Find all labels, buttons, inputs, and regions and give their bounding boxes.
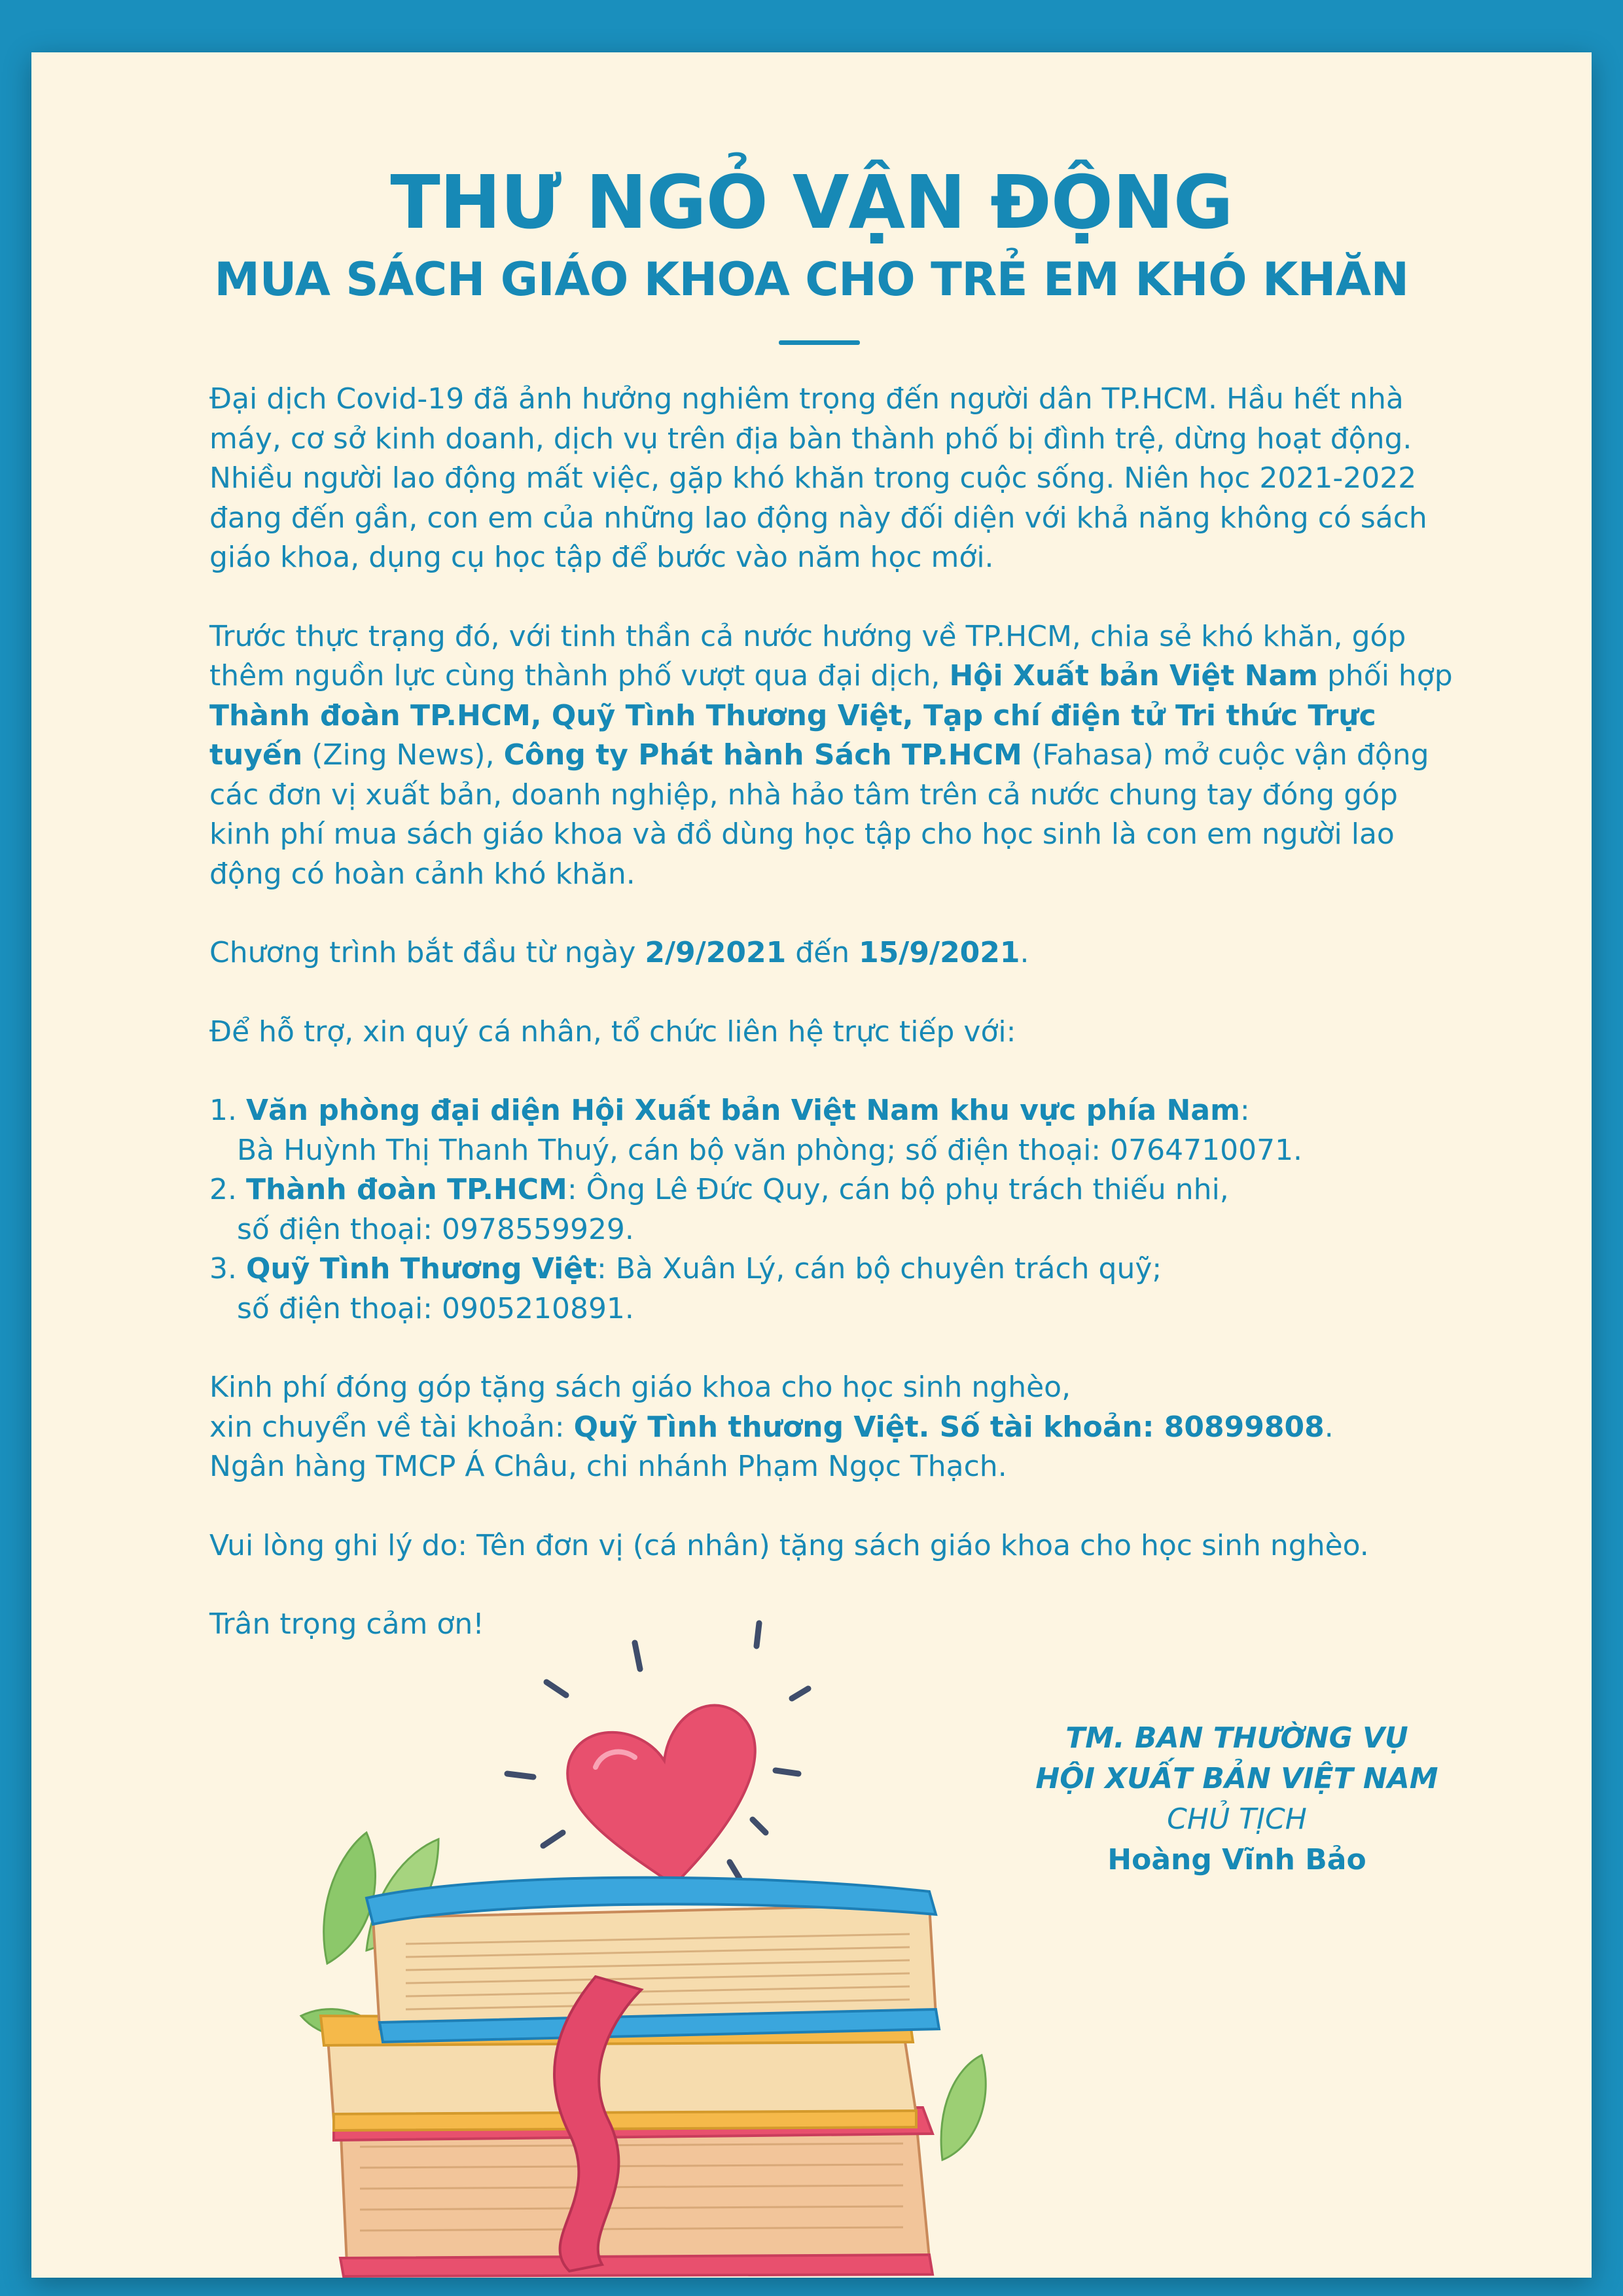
sparkle-ray <box>753 1820 766 1833</box>
contact-detail: : Ông Lê Đức Quy, cán bộ phụ trách thiếu nhi, <box>567 1173 1229 1206</box>
book-pages <box>340 2121 929 2265</box>
signature-line2: HỘI XUẤT BẢN VIỆT NAM <box>1035 1762 1438 1795</box>
program-start-date: 2/9/2021 <box>645 936 787 969</box>
letter-body <box>209 380 1453 1684</box>
contact-item <box>209 1249 1453 1289</box>
contact-org: Quỹ Tình Thương Việt <box>245 1252 597 1285</box>
contact-detail: : <box>1240 1094 1250 1127</box>
closing-thanks: Trân trọng cảm ơn! <box>209 1607 484 1641</box>
program-prefix: Chương trình bắt đầu từ ngày <box>209 936 645 969</box>
sparkle-ray <box>776 1770 798 1774</box>
campaign-text: Trước thực trạng đó, với tinh thần cả nước hướng về TP.HCM, chia sẻ khó khăn, góp thêm nguồn lực cùng thành phố vượt qua đại dịch, <box>209 619 1406 692</box>
org-partners: Thành đoàn TP.HCM, Quỹ Tình Thương Việt, Tạp chí điện tử Tri thức Trực tuyến <box>209 698 1376 772</box>
contact-number: 2. <box>209 1173 246 1206</box>
sparkle-ray <box>757 1623 759 1646</box>
contact-item <box>209 1170 1453 1210</box>
program-end-date: 15/9/2021 <box>859 936 1020 969</box>
bank-name: Ngân hàng TMCP Á Châu, chi nhánh Phạm Ngọc Thạch. <box>209 1450 1007 1483</box>
contact-phone-line: số điện thoại: 0905210891. <box>237 1291 634 1325</box>
heart-icon <box>567 1706 755 1885</box>
contact-phone-line: số điện thoại: 0978559929. <box>237 1212 634 1246</box>
contact-item <box>209 1091 1453 1131</box>
sparkle-ray <box>792 1689 808 1698</box>
letter-subtitle: MUA SÁCH GIÁO KHOA CHO TRẺ EM KHÓ KHĂN <box>214 253 1409 306</box>
bank-account: Quỹ Tình thương Việt. Số tài khoản: 80899808 <box>573 1410 1325 1444</box>
contact-list <box>209 1091 1453 1329</box>
campaign-text: phối hợp <box>1317 659 1453 692</box>
donation-line: xin chuyển về tài khoản: <box>209 1410 574 1444</box>
paragraph-situation: Đại dịch Covid-19 đã ảnh hưởng nghiêm trọng đến người dân TP.HCM. Hầu hết nhà máy, cơ sở kinh doanh, dịch vụ trên địa bàn thành phố bị đình trệ, dừng hoạt động. Nhiều người lao động mất việc, gặp khó khăn trong cuộc sống. Niên học 2021-2022 đang đến gần, con em của những lao động này đối diện với khả năng không có sách giáo khoa, dụng cụ học tập để bước vào năm học mới. <box>209 382 1427 574</box>
sparkle-ray <box>543 1833 563 1846</box>
contact-phone-line: Bà Huỳnh Thị Thanh Thuý, cán bộ văn phòng; số điện thoại: 0764710071. <box>237 1133 1303 1167</box>
paragraph-campaign <box>209 617 1453 895</box>
books-heart-illustration <box>288 1610 1060 2278</box>
contact-org: Văn phòng đại diện Hội Xuất bản Việt Nam khu vực phía Nam <box>245 1094 1240 1127</box>
leaf-icon <box>941 2055 986 2160</box>
program-suffix: . <box>1020 936 1029 969</box>
book-cover-red <box>340 2255 933 2276</box>
org-fahasa: Công ty Phát hành Sách TP.HCM <box>503 738 1022 772</box>
contact-org: Thành đoàn TP.HCM <box>245 1173 567 1206</box>
org-publishers-association: Hội Xuất bản Việt Nam <box>949 659 1318 692</box>
paragraph-donation <box>209 1368 1453 1487</box>
signature-name: Hoàng Vĩnh Bảo <box>1107 1843 1366 1876</box>
sparkle-ray <box>635 1643 640 1669</box>
book-cover-yellow <box>334 2111 916 2130</box>
sparkle-ray <box>730 1862 740 1878</box>
campaign-text: (Fahasa) mở cuộc vận động các đơn vị xuất bản, doanh nghiệp, nhà hảo tâm trên cả nước chung tay đóng góp kinh phí mua sách giáo khoa và đồ dùng học tập cho học sinh là con em người lao động có hoàn cảnh khó khăn. <box>209 738 1429 891</box>
title-divider <box>779 340 860 345</box>
program-mid: đến <box>786 936 859 969</box>
signature-line1: TM. BAN THƯỜNG VỤ <box>1065 1721 1408 1755</box>
signature-block <box>988 1718 1486 1880</box>
donation-line: Kinh phí đóng góp tặng sách giáo khoa cho học sinh nghèo, <box>209 1371 1071 1404</box>
campaign-text: (Zing News), <box>302 738 504 772</box>
paragraph-contact-intro: Để hỗ trợ, xin quý cá nhân, tổ chức liên hệ trực tiếp với: <box>209 1014 1016 1049</box>
paragraph-reason: Vui lòng ghi lý do: Tên đơn vị (cá nhân) tặng sách giáo khoa cho học sinh nghèo. <box>209 1528 1369 1562</box>
contact-number: 1. <box>209 1094 246 1127</box>
letter-title: THƯ NGỎ VẬN ĐỘNG <box>390 160 1233 245</box>
donation-line: . <box>1324 1410 1334 1444</box>
paragraph-program-dates <box>209 933 1453 973</box>
signature-role: CHỦ TỊCH <box>1167 1803 1307 1836</box>
contact-detail: : Bà Xuân Lý, cán bộ chuyên trách quỹ; <box>597 1252 1162 1285</box>
sparkle-ray <box>507 1774 533 1777</box>
contact-number: 3. <box>209 1252 246 1285</box>
sparkle-ray <box>546 1682 566 1695</box>
